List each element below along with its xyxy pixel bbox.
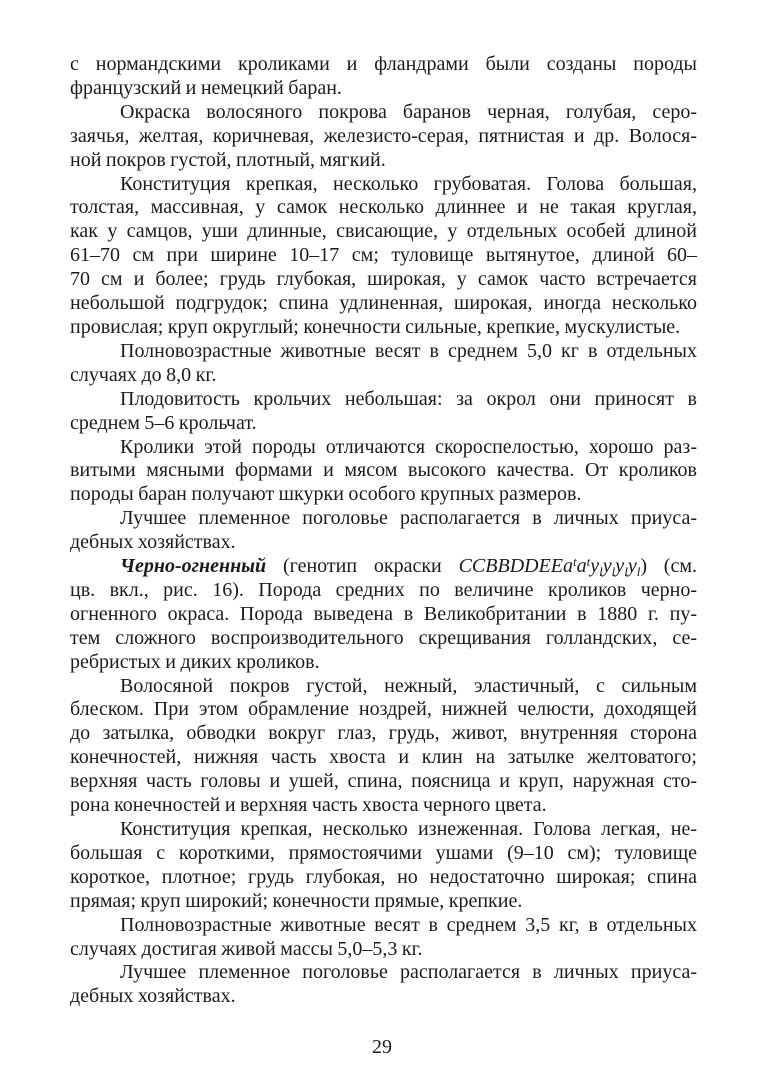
text-line <box>70 292 697 316</box>
text-run: небольшой подгрудок; спина удлиненная, широкая, иногда несколько <box>70 292 697 315</box>
text-run-i: y <box>627 555 637 578</box>
text-run-isub: l <box>611 564 616 580</box>
text-line <box>70 507 697 531</box>
text-line <box>70 698 697 722</box>
text-line <box>70 722 697 746</box>
text-line <box>70 436 697 460</box>
text-run: до затылка, обводки вокруг глаз, грудь, живот, внутренняя сторона <box>70 722 697 745</box>
text-run: 70 см и более; грудь глубокая, широкая, у самок часто встречается <box>70 268 697 291</box>
paragraph <box>70 675 697 818</box>
text-run: Плодовитость крольчих небольшая: за окрол они приносят в <box>120 387 697 410</box>
text-run: толстая, массивная, у самок несколько длиннее и не такая круглая, <box>70 196 697 219</box>
text-run-bi: Черно-огненный <box>120 555 267 578</box>
text-run-i: a <box>576 555 587 578</box>
text-run: провислая; круп округлый; конечности сильные, крепкие, мускулистые. <box>70 315 681 338</box>
text-line <box>70 316 697 340</box>
text-line <box>70 746 697 770</box>
text-run: заячья, желтая, коричневая, железисто-серая, пятнистая и др. Волося- <box>70 124 697 147</box>
text-run: прямая; круп широкий; конечности прямые, крепкие. <box>70 889 523 912</box>
text-line <box>70 125 697 149</box>
text-run-i: y <box>590 555 600 578</box>
text-line <box>70 196 697 220</box>
text-line <box>70 651 697 675</box>
paragraph <box>70 914 697 962</box>
text-run: 61–70 см при ширине 10–17 см; туловище вытянутое, длиной 60– <box>70 244 697 267</box>
text-line <box>70 985 697 1009</box>
text-line <box>70 364 697 388</box>
text-run: случаях до 8,0 кг. <box>70 363 217 386</box>
text-run-isup: t <box>573 554 577 570</box>
text-run: верхняя часть головы и ушей, спина, поясница и круп, наружная сто- <box>70 770 697 793</box>
text-run-i: CCBBDDEE <box>458 555 564 578</box>
text-run: Волосяной покров густой, нежный, эластичный, с сильным <box>120 674 697 697</box>
text-line <box>70 101 697 125</box>
paragraph <box>70 961 697 1009</box>
text-run: витыми мясными формами и мясом высокого качества. От кроликов <box>70 459 697 482</box>
text-run: рона конечностей и верхняя часть хвоста черного цвета. <box>70 794 547 817</box>
paragraph <box>70 818 697 914</box>
text-line <box>70 627 697 651</box>
text-line <box>70 412 697 436</box>
text-run-isup: t <box>586 554 591 570</box>
text-line <box>70 938 697 962</box>
text-run: огненного окраса. Порода выведена в Великобритании в 1880 г. пу- <box>70 602 697 625</box>
paragraph <box>70 436 697 508</box>
text-run: как у самцов, уши длинные, свисающие, у отдельных особей длиной <box>70 220 697 243</box>
text-run: дебных хозяйствах. <box>70 531 236 554</box>
text-line <box>70 961 697 985</box>
text-line <box>70 890 697 914</box>
text-run: среднем 5–6 крольчат. <box>70 411 257 434</box>
text-line <box>70 77 697 101</box>
text-line <box>70 794 697 818</box>
text-line <box>70 268 697 292</box>
paragraph <box>70 53 697 101</box>
text-run: тем сложного воспроизводительного скрещивания голландских, се- <box>70 626 697 649</box>
text-line <box>70 53 697 77</box>
text-run-isub: l <box>599 564 603 580</box>
text-run: Конституция крепкая, несколько грубоватая. Голова большая, <box>120 172 697 195</box>
text-run: с нормандскими кроликами и фландрами были созданы породы <box>70 53 697 75</box>
paragraph <box>70 340 697 388</box>
text-run-i: a <box>563 555 574 578</box>
text-run: дебных хозяйствах. <box>70 985 236 1008</box>
text-line <box>70 866 697 890</box>
text-run: короткое, плотное; грудь глубокая, но недостаточно широкая; спина <box>70 865 697 888</box>
paragraph <box>70 388 697 436</box>
text-run: Кролики этой породы отличаются скороспелостью, хорошо раз- <box>120 435 697 458</box>
text-run: (генотип окраски <box>266 555 459 578</box>
text-line <box>70 770 697 794</box>
text-line <box>70 483 697 507</box>
text-line <box>70 388 697 412</box>
paragraph <box>70 173 697 340</box>
paragraph <box>70 555 697 675</box>
text-run: породы баран получают шкурки особого крупных размеров. <box>70 483 582 506</box>
text-line <box>70 244 697 268</box>
text-line <box>70 531 697 555</box>
text-line <box>70 842 697 866</box>
text-block <box>70 53 697 1009</box>
text-run: Полновозрастные животные весят в среднем 3,5 кг, в отдельных <box>120 913 697 936</box>
text-run: конечностей, нижняя часть хвоста и клин на затылке желтоватого; <box>70 746 697 769</box>
page-number: 29 <box>372 1036 392 1058</box>
text-line <box>70 603 697 627</box>
text-run: Лучшее племенное поголовье располагается в личных приуса- <box>120 507 697 530</box>
text-line <box>70 579 697 603</box>
text-line <box>70 818 697 842</box>
text-run: большая с короткими, прямостоячими ушами (9–10 см); туловище <box>70 841 697 864</box>
text-run: Конституция крепкая, несколько изнеженная. Голова легкая, не- <box>120 818 697 840</box>
text-run: ной покров густой, плотный, мягкий. <box>70 148 386 171</box>
text-run: ребристых и диких кроликов. <box>70 650 320 673</box>
text-run: блеском. При этом обрамление ноздрей, нижней челюсти, доходящей <box>70 698 697 721</box>
text-run: Лучшее племенное поголовье располагается в личных приуса- <box>120 961 697 984</box>
text-run: случаях достигая живой массы 5,0–5,3 кг. <box>70 937 423 960</box>
paragraph <box>70 101 697 173</box>
text-run: ) (см. <box>640 555 697 578</box>
text-line <box>70 340 697 364</box>
text-run-i: y <box>602 555 612 578</box>
text-run-i: y <box>615 555 625 578</box>
text-run-isub: l <box>624 564 628 580</box>
text-run: цв. вкл., рис. 16). Порода средних по величине кроликов черно- <box>70 578 697 601</box>
text-run: Полновозрастные животные весят в среднем 5,0 кг в отдельных <box>120 339 697 362</box>
text-line <box>70 459 697 483</box>
text-run: Окраска волосяного покрова баранов черная, голубая, серо- <box>120 100 697 123</box>
paragraph <box>70 507 697 555</box>
text-line <box>70 173 697 197</box>
text-line <box>70 914 697 938</box>
text-run: французский и немецкий баран. <box>70 76 342 99</box>
text-run-isub: l <box>636 564 641 580</box>
text-line <box>70 555 697 579</box>
text-line <box>70 675 697 699</box>
text-line <box>70 220 697 244</box>
text-line <box>70 149 697 173</box>
